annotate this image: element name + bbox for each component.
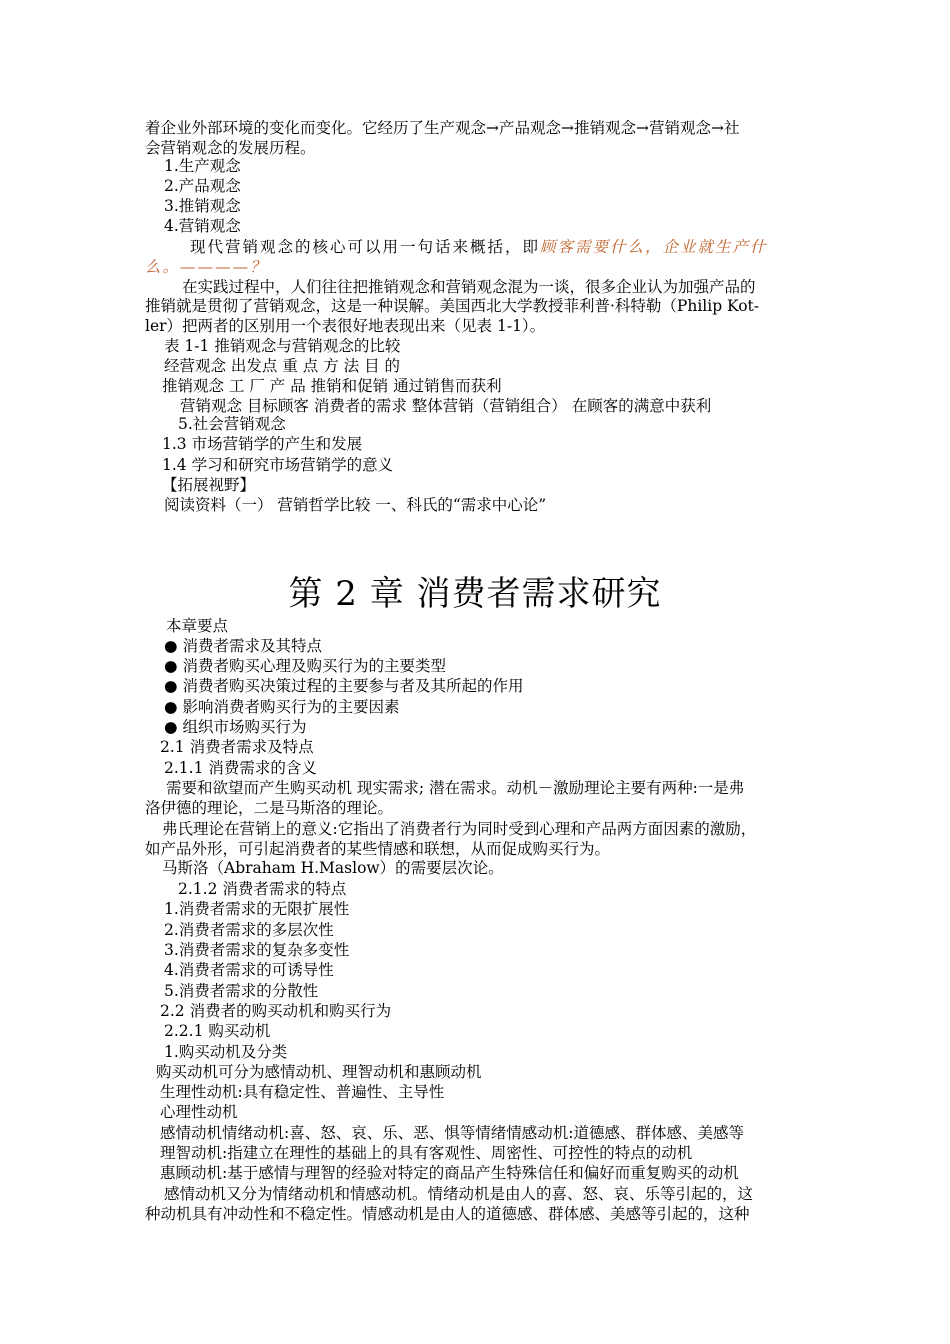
subsection-heading: 2.1.1 消费需求的含义 (164, 759, 317, 777)
paragraph-line: 在实践过程中，人们往往把推销观念和营销观念混为一谈，很多企业认为加强产品的 (182, 278, 756, 296)
extension-heading: 【拓展视野】 (162, 476, 256, 494)
bullet-item: ● 消费者购买决策过程的主要参与者及其所起的作用 (164, 677, 524, 695)
paragraph-line: 种动机具有冲动性和不稳定性。情感动机是由人的道德感、群体感、美感等引起的，这种 (145, 1205, 750, 1223)
core-highlight-continued: 么。————？ (145, 258, 268, 276)
list-item: 2.消费者需求的多层次性 (164, 921, 334, 939)
list-item: 4.营销观念 (164, 217, 241, 235)
paragraph-line: 如产品外形，可引起消费者的某些情感和联想，从而促成购买行为。 (145, 840, 611, 858)
paragraph-line: 弗氏理论在营销上的意义:它指出了消费者行为同时受到心理和产品两方面因素的激励， (162, 820, 757, 838)
list-item: 5.社会营销观念 (178, 415, 286, 433)
paragraph-line: 洛伊德的理论，二是马斯洛的理论。 (145, 799, 394, 817)
list-item: 3.消费者需求的复杂多变性 (164, 941, 350, 959)
paragraph-line: 购买动机可分为感情动机、理智动机和惠顾动机 (156, 1063, 482, 1081)
paragraph-line: 着企业外部环境的变化而变化。它经历了生产观念→产品观念→推销观念→营销观念→社 (145, 119, 740, 137)
paragraph-line: 理智动机:指建立在理性的基础上的具有客观性、周密性、可控性的特点的动机 (160, 1144, 693, 1162)
section-heading: 2.2 消费者的购买动机和购买行为 (160, 1002, 392, 1020)
list-item: 1.生产观念 (164, 157, 241, 175)
paragraph-line: 心理性动机 (160, 1103, 238, 1121)
core-sentence (190, 237, 768, 257)
paragraph-line: 会营销观念的发展历程。 (145, 139, 316, 157)
paragraph-line: 生理性动机:具有稳定性、普遍性、主导性 (160, 1083, 445, 1101)
list-item: 1.购买动机及分类 (164, 1043, 288, 1061)
paragraph-line: 推销就是贯彻了营销观念，这是一种误解。美国西北大学教授菲利普·科特勒（Philip Kot- (145, 297, 760, 315)
chapter-title: 第 2 章 消费者需求研究 (288, 574, 662, 614)
paragraph-line: ler）把两者的区别用一个表很好地表现出来（见表 1-1）。 (145, 317, 546, 335)
paragraph-line: 惠顾动机:基于感情与理智的经验对特定的商品产生特殊信任和偏好而重复购买的动机 (160, 1164, 739, 1182)
paragraph-line: 感情动机又分为情绪动机和情感动机。情绪动机是由人的喜、怒、哀、乐等引起的，这 (164, 1185, 754, 1203)
list-item: 3.推销观念 (164, 197, 241, 215)
core-prefix: 现代营销观念的核心可以用一句话来概括，即 (190, 238, 541, 256)
table-row: 推销观念 工 厂 产 品 推销和促销 通过销售而获利 (162, 377, 502, 395)
list-item: 2.产品观念 (164, 177, 241, 195)
bullet-item: ● 消费者购买心理及购买行为的主要类型 (164, 657, 446, 675)
reading-material: 阅读资料（一） 营销哲学比较 一、科氏的“需求中心论” (164, 496, 547, 514)
section-heading: 2.1 消费者需求及特点 (160, 738, 314, 756)
paragraph-line: 感情动机情绪动机:喜、怒、哀、乐、恶、惧等情绪情感动机:道德感、群体感、美感等 (160, 1124, 744, 1142)
key-points-label: 本章要点 (166, 617, 229, 635)
section-heading: 1.4 学习和研究市场营销学的意义 (162, 456, 394, 474)
section-heading: 1.3 市场营销学的产生和发展 (162, 435, 363, 453)
bullet-item: ● 组织市场购买行为 (164, 718, 307, 736)
paragraph-line: 需要和欲望而产生购买动机 现实需求; 潜在需求。动机－激励理论主要有两种:一是弗 (166, 779, 745, 797)
list-item: 5.消费者需求的分散性 (164, 982, 319, 1000)
subsection-heading: 2.1.2 消费者需求的特点 (178, 880, 347, 898)
table-caption: 表 1-1 推销观念与营销观念的比较 (164, 337, 401, 355)
list-item: 4.消费者需求的可诱导性 (164, 961, 334, 979)
bullet-item: ● 影响消费者购买行为的主要因素 (164, 698, 400, 716)
list-item: 1.消费者需求的无限扩展性 (164, 900, 350, 918)
paragraph-line: 马斯洛（Abraham H.Maslow）的需要层次论。 (162, 859, 504, 877)
table-row: 营销观念 目标顾客 消费者的需求 整体营销（营销组合） 在顾客的满意中获利 (180, 397, 712, 415)
table-header-row: 经营观念 出发点 重 点 方 法 目 的 (164, 357, 400, 375)
subsection-heading: 2.2.1 购买动机 (164, 1022, 271, 1040)
bullet-item: ● 消费者需求及其特点 (164, 637, 322, 655)
core-highlight: 顾客需要什么，企业就生产什 (540, 238, 768, 256)
